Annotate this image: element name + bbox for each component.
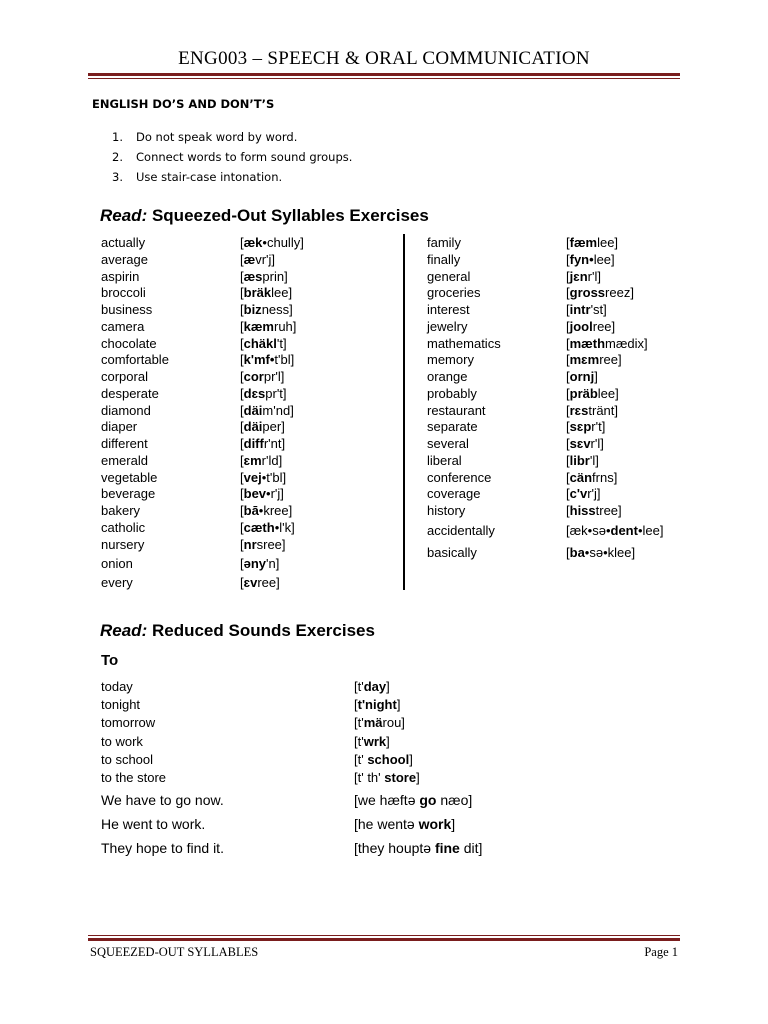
header-rule-thick bbox=[88, 73, 680, 76]
stressed-syllable: æs bbox=[243, 268, 263, 284]
pronunciation bbox=[240, 403, 294, 418]
pronunciation bbox=[566, 503, 622, 518]
exercise-word: restaurant bbox=[427, 402, 486, 418]
pronunciation bbox=[566, 386, 619, 401]
list-item bbox=[112, 150, 352, 170]
exercise-word: several bbox=[427, 436, 469, 451]
pron-part: r'j] bbox=[587, 486, 601, 502]
stressed-syllable: æ bbox=[243, 251, 256, 267]
pron-part: [ bbox=[566, 268, 570, 284]
exercise-word: business bbox=[101, 302, 153, 317]
pronunciation bbox=[354, 734, 390, 749]
pron-part: [ bbox=[566, 385, 570, 401]
exercise-word: every bbox=[101, 575, 133, 590]
pronunciation bbox=[354, 697, 400, 712]
stressed-syllable: cän bbox=[569, 469, 593, 485]
exercise-word: basically bbox=[427, 545, 477, 560]
list-item bbox=[112, 170, 352, 190]
stressed-syllable: mä bbox=[363, 715, 383, 730]
pron-part: ] bbox=[416, 770, 420, 785]
pronunciation bbox=[566, 436, 604, 451]
pron-part: [ bbox=[566, 318, 570, 334]
pron-part: [ bbox=[240, 575, 244, 590]
pronunciation bbox=[240, 319, 296, 334]
exercise-word: today bbox=[101, 679, 133, 694]
pron-part: 'n] bbox=[266, 556, 280, 571]
exercise-word: corporal bbox=[101, 369, 148, 384]
pron-part: ness] bbox=[261, 302, 293, 317]
pron-part: [ bbox=[566, 402, 570, 418]
syllables-title bbox=[100, 206, 429, 226]
pronunciation bbox=[566, 302, 607, 317]
pron-part: næo] bbox=[436, 792, 473, 808]
stressed-syllable: store bbox=[384, 770, 417, 785]
pron-part: r'ld] bbox=[261, 452, 283, 468]
exercise-word: family bbox=[427, 235, 461, 250]
stressed-syllable: intr bbox=[569, 302, 591, 317]
exercise-word: to the store bbox=[101, 770, 167, 785]
pron-part: ] bbox=[409, 752, 413, 767]
pronunciation bbox=[240, 386, 287, 401]
exercise-word: tonight bbox=[101, 697, 141, 712]
exercise-word: liberal bbox=[427, 452, 462, 468]
pron-part: tree] bbox=[595, 503, 622, 518]
stressed-syllable: diff bbox=[243, 436, 264, 451]
pronunciation bbox=[566, 486, 601, 501]
stressed-syllable: vej bbox=[243, 469, 262, 485]
stressed-syllable: wrk bbox=[363, 734, 387, 749]
exercise-word: tomorrow bbox=[101, 715, 156, 730]
footer-left: SQUEEZED-OUT SYLLABLES bbox=[90, 945, 259, 959]
stressed-syllable: c'v bbox=[569, 486, 588, 502]
pron-part: [ bbox=[566, 285, 570, 301]
exercise-word: bakery bbox=[101, 503, 141, 518]
pron-part: [ bbox=[240, 436, 244, 451]
stressed-syllable: mæth bbox=[569, 335, 606, 351]
pronunciation bbox=[566, 319, 615, 334]
pronunciation bbox=[566, 523, 663, 538]
pronunciation bbox=[566, 453, 599, 468]
pron-part: •lee] bbox=[637, 523, 664, 538]
exercise-word: conference bbox=[427, 469, 492, 485]
stressed-syllable: nr bbox=[243, 536, 257, 552]
pronunciation bbox=[354, 816, 455, 832]
exercise-word: average bbox=[101, 251, 148, 267]
stressed-syllable: kæm bbox=[243, 318, 274, 334]
exercise-word: accidentally bbox=[427, 523, 495, 538]
pron-part: [ bbox=[240, 369, 244, 384]
pronunciation bbox=[240, 419, 285, 434]
pron-part: m'nd] bbox=[262, 402, 294, 418]
exercise-word: We have to go now. bbox=[101, 792, 224, 808]
exercise-word: nursery bbox=[101, 536, 145, 552]
pronunciation bbox=[354, 679, 390, 694]
read-label: Read: bbox=[100, 206, 148, 225]
exercise-word: to school bbox=[101, 752, 154, 767]
pron-part: [ bbox=[566, 369, 570, 384]
pron-part: 'st] bbox=[590, 302, 607, 317]
exercise-word: interest bbox=[427, 302, 470, 317]
pron-part: lee] bbox=[597, 235, 619, 250]
pron-part: [ bbox=[240, 536, 244, 552]
rules-list bbox=[112, 130, 352, 190]
pronunciation bbox=[240, 352, 294, 367]
stressed-syllable: t'night bbox=[357, 697, 397, 712]
pron-part: •chully] bbox=[262, 235, 304, 250]
stressed-syllable: däi bbox=[243, 402, 263, 418]
stressed-syllable: libr bbox=[569, 452, 590, 468]
stressed-syllable: fine bbox=[434, 840, 460, 856]
exercise-word: catholic bbox=[101, 519, 146, 535]
pron-part: [ bbox=[240, 519, 244, 535]
stressed-syllable: gross bbox=[569, 285, 606, 301]
pron-part: [ bbox=[240, 452, 244, 468]
pron-part: ] bbox=[396, 697, 401, 712]
pron-part: ] bbox=[386, 679, 390, 694]
pron-part: [ bbox=[240, 318, 244, 334]
list-item bbox=[112, 130, 352, 150]
exercise-word: different bbox=[101, 436, 148, 451]
pronunciation bbox=[566, 252, 615, 267]
pron-part: prin] bbox=[262, 268, 288, 284]
pron-part: lee] bbox=[593, 251, 615, 267]
pronunciation bbox=[240, 537, 286, 552]
pronunciation bbox=[240, 235, 304, 250]
pronunciation bbox=[240, 285, 292, 300]
pron-part: [we hæftə bbox=[354, 792, 420, 808]
pron-part: [ bbox=[566, 302, 570, 317]
pron-part: 'l] bbox=[589, 452, 599, 468]
exercise-word: actually bbox=[101, 235, 146, 250]
pron-part: r't] bbox=[591, 419, 606, 435]
syllables-title-text: Squeezed-Out Syllables Exercises bbox=[147, 206, 429, 225]
pron-part: ] bbox=[451, 816, 456, 832]
pron-part: sree] bbox=[256, 536, 286, 552]
list-text: Use stair-case intonation. bbox=[136, 170, 283, 184]
list-text: Connect words to form sound groups. bbox=[136, 150, 353, 164]
pron-part: [ bbox=[566, 235, 570, 250]
stressed-syllable: bā bbox=[243, 503, 259, 518]
stressed-syllable: k'mf• bbox=[243, 352, 275, 368]
pron-part: per] bbox=[262, 419, 285, 435]
exercise-word: chocolate bbox=[101, 335, 157, 351]
pronunciation bbox=[240, 269, 288, 284]
pron-part: frns] bbox=[592, 469, 618, 485]
stressed-syllable: ɛm bbox=[243, 452, 262, 468]
pron-part: pr'l] bbox=[263, 369, 285, 384]
list-text: Do not speak word by word. bbox=[136, 130, 298, 144]
exercise-word: orange bbox=[427, 369, 468, 384]
stressed-syllable: bev bbox=[243, 486, 267, 502]
pronunciation bbox=[240, 470, 286, 485]
stressed-syllable: æk bbox=[243, 235, 263, 250]
exercise-word: vegetable bbox=[101, 469, 158, 485]
pronunciation bbox=[354, 715, 405, 730]
pron-part: 't] bbox=[276, 335, 287, 351]
reduced-title bbox=[100, 621, 375, 641]
pron-part: ree] bbox=[599, 352, 622, 368]
pron-part: lee] bbox=[271, 285, 293, 301]
pronunciation bbox=[240, 453, 282, 468]
stressed-syllable: sɛp bbox=[569, 419, 592, 435]
pron-part: [ bbox=[566, 503, 570, 518]
exercise-word: history bbox=[427, 503, 466, 518]
stressed-syllable: ɛv bbox=[243, 575, 258, 590]
pron-part: •sə•klee] bbox=[584, 545, 636, 560]
stressed-syllable: präb bbox=[569, 385, 598, 401]
pron-part: [ bbox=[240, 419, 244, 435]
pron-part: [he wentə bbox=[354, 816, 419, 832]
exercise-word: groceries bbox=[427, 285, 481, 301]
read-label: Read: bbox=[100, 621, 148, 640]
pron-part: lee] bbox=[597, 385, 619, 401]
pronunciation bbox=[240, 436, 285, 451]
pron-part: [t' th' bbox=[354, 770, 385, 785]
exercise-word: diamond bbox=[101, 402, 151, 418]
exercise-word: aspirin bbox=[101, 268, 140, 284]
pron-part: [ bbox=[240, 235, 244, 250]
pron-part: [ bbox=[240, 285, 244, 301]
pron-part: [ bbox=[240, 302, 244, 317]
pron-part: mædix] bbox=[605, 335, 648, 351]
pron-part: •l'k] bbox=[274, 519, 295, 535]
stressed-syllable: dent bbox=[610, 523, 638, 538]
pron-part: ] bbox=[386, 734, 390, 749]
stressed-syllable: hiss bbox=[569, 503, 596, 518]
page-title: ENG003 – SPEECH & ORAL COMMUNICATION bbox=[178, 48, 590, 69]
pronunciation bbox=[354, 792, 472, 808]
stressed-syllable: əny bbox=[243, 556, 267, 571]
stressed-syllable: fæm bbox=[569, 235, 598, 250]
exercise-word: probably bbox=[427, 385, 477, 401]
pron-part: •r'j] bbox=[266, 486, 284, 502]
exercise-word: emerald bbox=[101, 452, 148, 468]
stressed-syllable: rɛs bbox=[569, 402, 589, 418]
exercise-word: He went to work. bbox=[101, 816, 206, 832]
pron-part: [ bbox=[566, 335, 570, 351]
pron-part: tränt] bbox=[588, 402, 619, 418]
stressed-syllable: jool bbox=[569, 318, 593, 334]
pronunciation bbox=[566, 403, 618, 418]
pron-part: [ bbox=[566, 545, 570, 560]
pron-part: [ bbox=[240, 268, 244, 284]
stressed-syllable: jɛn bbox=[569, 268, 588, 284]
stressed-syllable: cæth bbox=[243, 519, 275, 535]
pronunciation bbox=[240, 556, 279, 571]
exercise-word: finally bbox=[427, 251, 461, 267]
reduced-title-text: Reduced Sounds Exercises bbox=[147, 621, 375, 640]
stressed-syllable: fyn• bbox=[569, 251, 594, 267]
pron-part: reez] bbox=[605, 285, 634, 301]
pron-part: ] bbox=[594, 369, 598, 384]
stressed-syllable: day bbox=[363, 679, 387, 694]
pron-part: [ bbox=[566, 486, 570, 502]
stressed-syllable: work bbox=[418, 816, 452, 832]
pron-part: [æk•sə• bbox=[566, 523, 611, 538]
pron-part: [ bbox=[240, 352, 244, 368]
pron-part: ree] bbox=[592, 318, 616, 334]
pron-part: [ bbox=[566, 469, 570, 485]
pron-part: [t' bbox=[354, 752, 368, 767]
list-number: 1. bbox=[112, 130, 123, 144]
pron-part: [ bbox=[240, 486, 244, 502]
pron-part: r'nt] bbox=[263, 436, 286, 451]
stressed-syllable: cor bbox=[243, 369, 264, 384]
exercise-word: diaper bbox=[101, 419, 138, 435]
pronunciation bbox=[354, 752, 413, 767]
pronunciation bbox=[240, 252, 275, 267]
stressed-syllable: sɛv bbox=[569, 436, 591, 451]
stressed-syllable: dɛs bbox=[243, 385, 266, 401]
stressed-syllable: go bbox=[419, 792, 437, 808]
pronunciation bbox=[566, 369, 598, 384]
header-rule-thin bbox=[88, 78, 680, 79]
stressed-syllable: ba bbox=[569, 545, 585, 560]
stressed-syllable: biz bbox=[243, 302, 262, 317]
pron-part: [ bbox=[240, 556, 244, 571]
pronunciation bbox=[566, 285, 634, 300]
exercise-word: desperate bbox=[101, 385, 159, 401]
exercise-word: beverage bbox=[101, 486, 156, 502]
pronunciation bbox=[566, 235, 618, 250]
stressed-syllable: ornj bbox=[569, 369, 595, 384]
pron-part: [t' bbox=[354, 679, 364, 694]
exercise-word: general bbox=[427, 268, 471, 284]
pronunciation bbox=[240, 369, 284, 384]
pron-part: ree] bbox=[257, 575, 280, 590]
pron-part: •t'bl] bbox=[261, 469, 287, 485]
pronunciation bbox=[566, 419, 605, 434]
pron-part: r'l] bbox=[590, 436, 604, 451]
pronunciation bbox=[240, 486, 284, 501]
pron-part: [ bbox=[240, 385, 244, 401]
pron-part: [ bbox=[240, 335, 244, 351]
exercise-word: coverage bbox=[427, 486, 481, 502]
stressed-syllable: school bbox=[367, 752, 410, 767]
pron-part: [ bbox=[566, 251, 570, 267]
pron-part: pr't] bbox=[265, 385, 287, 401]
pronunciation bbox=[566, 545, 635, 560]
pronunciation bbox=[566, 352, 622, 367]
pron-part: •kree] bbox=[258, 503, 293, 518]
stressed-syllable: bräk bbox=[243, 285, 272, 301]
exercise-word: to work bbox=[101, 734, 143, 749]
footer-rule-thick bbox=[88, 938, 680, 941]
exercise-word: onion bbox=[101, 556, 133, 571]
stressed-syllable: chäkl bbox=[243, 335, 277, 351]
pron-part: [they houptə bbox=[354, 840, 435, 856]
pronunciation bbox=[566, 269, 601, 284]
exercise-word: mathematics bbox=[427, 335, 501, 351]
pronunciation bbox=[240, 575, 280, 590]
page-number: Page 1 bbox=[644, 945, 678, 959]
pron-part: [ bbox=[566, 419, 570, 435]
pronunciation bbox=[354, 770, 420, 785]
pron-part: [ bbox=[240, 251, 244, 267]
stressed-syllable: mɛm bbox=[569, 352, 600, 368]
exercise-word: camera bbox=[101, 318, 145, 334]
pron-part: [ bbox=[566, 352, 570, 368]
exercise-word: broccoli bbox=[101, 285, 146, 301]
stressed-syllable: däi bbox=[243, 419, 263, 435]
pronunciation bbox=[566, 470, 617, 485]
pronunciation bbox=[240, 302, 293, 317]
section-heading: ENGLISH DO’S AND DON’T’S bbox=[92, 97, 275, 111]
pron-part: [ bbox=[240, 402, 244, 418]
exercise-word: They hope to find it. bbox=[101, 840, 224, 856]
exercise-word: jewelry bbox=[427, 318, 468, 334]
exercise-word: comfortable bbox=[101, 352, 169, 368]
reduced-subheading: To bbox=[101, 652, 119, 669]
pronunciation bbox=[240, 520, 295, 535]
pron-part: r'l] bbox=[587, 268, 601, 284]
pron-part: dit] bbox=[459, 840, 483, 856]
pron-part: [t' bbox=[354, 715, 364, 730]
exercise-word: separate bbox=[427, 419, 478, 435]
pron-part: t'bl] bbox=[274, 352, 295, 368]
pronunciation bbox=[240, 503, 292, 518]
column-divider bbox=[403, 234, 405, 590]
pron-part: vr'j] bbox=[255, 251, 275, 267]
pron-part: [t' bbox=[354, 734, 364, 749]
pron-part: ruh] bbox=[273, 318, 297, 334]
pron-part: [ bbox=[354, 697, 358, 712]
pronunciation bbox=[566, 336, 648, 351]
pron-part: [ bbox=[240, 503, 244, 518]
footer-rule-thin bbox=[88, 935, 680, 936]
pronunciation bbox=[240, 336, 287, 351]
exercise-word: memory bbox=[427, 352, 474, 368]
list-number: 3. bbox=[112, 170, 123, 184]
pron-part: [ bbox=[566, 436, 570, 451]
list-number: 2. bbox=[112, 150, 123, 164]
pron-part: [ bbox=[240, 469, 244, 485]
pron-part: [ bbox=[566, 452, 570, 468]
pron-part: rou] bbox=[382, 715, 405, 730]
pronunciation bbox=[354, 840, 482, 856]
